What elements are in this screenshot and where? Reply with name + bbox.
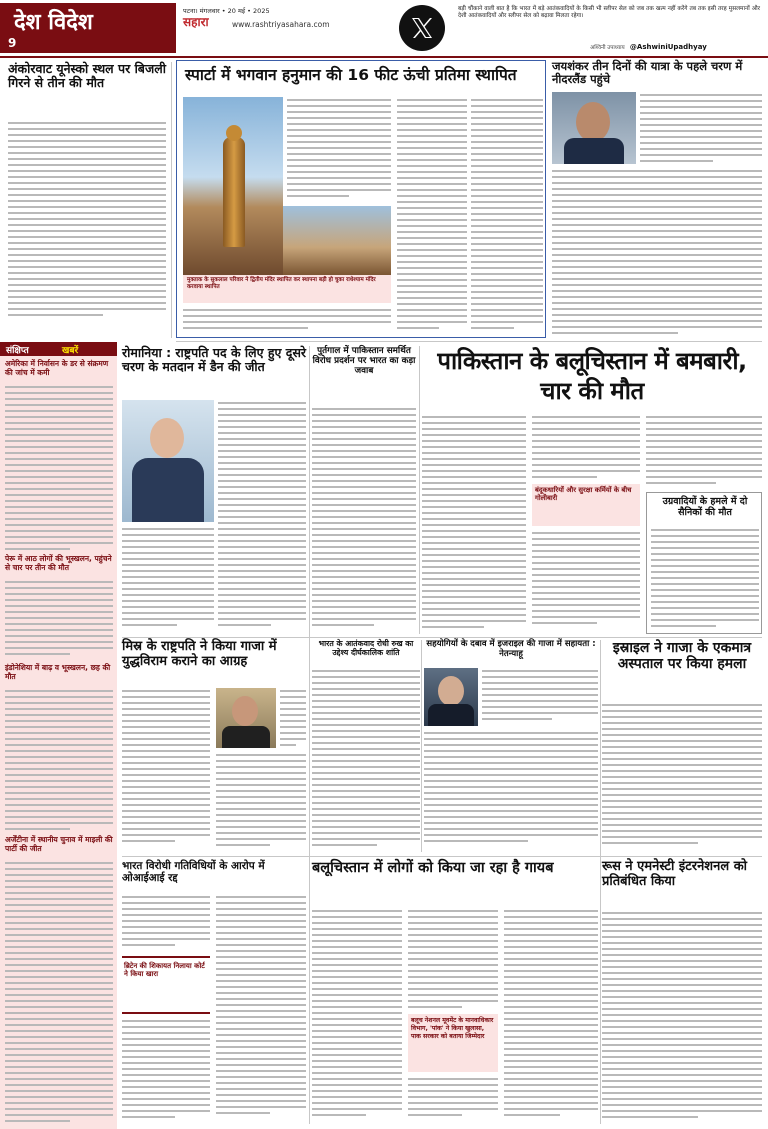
brief-item <box>5 360 113 377</box>
headline: उग्रवादियों के हमले में दो सैनिकों की मौत <box>662 496 748 518</box>
photo-caption: मुक्ताक के सुकलाल परिवार ने द्वितीय मंदिर स्थापित कर स्थापना बड़ी हो चुका राधेश्याम मंदिर करवाया स्थापित <box>187 277 376 290</box>
text-line <box>5 1118 70 1124</box>
article-body <box>422 414 526 630</box>
sidebar-title: संक्षिप्त <box>6 346 29 356</box>
article-body <box>122 526 214 628</box>
sidebar-briefs <box>0 342 117 1129</box>
text-line <box>482 716 552 722</box>
brief-head: अमेरिका में निर्वासन के डर से संक्रमण की जांच में कमी <box>5 359 109 377</box>
text-line <box>397 325 439 331</box>
text-line <box>640 158 713 164</box>
masthead <box>0 0 768 56</box>
text-line <box>122 622 177 628</box>
story-balochistan-bombing <box>422 346 762 634</box>
callout-text: बलूच नेशनल मूवमेंट के मानवाधिकार विभाग, 'पांक' ने किया खुलासा, पाक सरकार को बताया जिम्मेदार <box>411 1017 494 1040</box>
text-line <box>651 623 716 629</box>
text-line <box>216 1110 270 1116</box>
callout-box <box>408 1014 498 1072</box>
text-line <box>122 942 175 948</box>
article-body-col3 <box>471 97 543 333</box>
column-rule <box>171 62 172 338</box>
headline: रोमानिया : राष्ट्रपति पद के लिए हुए दूसरे चरण के मतदान में डैन की जीत <box>122 345 307 375</box>
text-line <box>5 546 70 552</box>
column-rule <box>419 346 420 634</box>
headline: पाकिस्तान के बलूचिस्तान में बमबारी, चार की मौत <box>437 347 747 405</box>
headline: अंकोरवाट यूनेस्को स्थल पर बिजली गिरने से तीन की मौत <box>8 61 166 91</box>
brief-item <box>5 664 113 681</box>
brief-head: इंडोनेशिया में बाढ़ व भूस्खलन, छह की मौत <box>5 663 111 681</box>
hanuman-statue-photo <box>183 97 283 275</box>
column-rule <box>600 640 601 1124</box>
row-rule <box>122 856 762 857</box>
headline: भारत के आतंकवाद रोधी रुख का उद्देश्य दीर्घकालिक शांति <box>318 639 414 657</box>
nicusor-dan-photo <box>122 400 214 522</box>
text-line <box>5 651 70 657</box>
headline: भारत विरोधी गतिविधियों के आरोप में ओआईआई रद्द <box>122 860 265 885</box>
text-line <box>8 312 103 318</box>
section-banner <box>0 3 176 53</box>
pull-quote <box>532 484 640 526</box>
article-body <box>312 406 416 630</box>
headline: रूस ने एमनेस्टी इंटरनेशनल को प्रतिबंधित किया <box>602 859 748 889</box>
masthead-rule <box>0 56 768 58</box>
x-logo-icon <box>399 5 445 51</box>
brand-logo: सहारा <box>183 15 209 29</box>
section-title: देश विदेश <box>14 10 93 35</box>
text-line <box>471 325 514 331</box>
text-line <box>122 1114 175 1120</box>
text-line <box>287 193 349 199</box>
headline: स्पार्टा में भगवान हनुमान की 16 फीट ऊंची प्रतिमा स्थापित <box>185 66 517 84</box>
twitter-handle: @AshwiniUpadhyay <box>629 43 707 51</box>
story-romania <box>122 346 306 634</box>
article-body-col1 <box>287 97 391 203</box>
article-body <box>532 414 640 482</box>
story-india-leader <box>312 640 420 852</box>
text-line <box>183 325 308 331</box>
story-egypt <box>122 640 306 852</box>
column-rule <box>421 640 422 852</box>
article-body <box>216 894 306 1120</box>
dateline: पटना। मंगलवार • 20 मई • 2025 <box>183 7 270 15</box>
text-line <box>532 474 597 480</box>
pull-quote <box>122 956 210 1014</box>
column-rule <box>309 346 310 1124</box>
article-body <box>552 168 762 336</box>
headline: सहयोगियों के दबाव में इजराइल की गाजा में सहायता : नेतन्याहू <box>426 639 596 659</box>
article-body <box>312 908 402 1120</box>
story-jaishankar <box>552 60 762 338</box>
page-number: 9 <box>8 36 17 50</box>
text-line <box>646 480 716 486</box>
brief-body <box>5 384 113 552</box>
pull-quote-text: बंदूकधारियों और सुरक्षा कर्मियों के बीच गोलीबारी <box>535 486 632 502</box>
brief-item <box>5 555 113 572</box>
text-line <box>5 826 70 832</box>
headline: पुर्तगाल में पाकिस्तान समर्थित विरोध प्रदर्शन पर भारत का कड़ा जवाब <box>312 346 416 377</box>
story-hanuman <box>176 60 546 338</box>
text-line <box>602 1114 698 1120</box>
text-line <box>280 742 296 748</box>
text-line <box>216 842 270 848</box>
article-body <box>312 668 420 848</box>
brief-body <box>5 860 113 1124</box>
article-body <box>504 908 598 1120</box>
text-line <box>312 622 374 628</box>
tweet-attribution <box>590 43 707 51</box>
story-netanyahu <box>424 640 598 852</box>
story-amnesty <box>602 860 762 1124</box>
brief-head: अर्जेंटीना में स्थानीय चुनाव में माइली की पार्टी की जीत <box>5 835 113 853</box>
row-rule <box>176 341 762 342</box>
article-body <box>216 752 306 848</box>
text-line <box>552 330 678 336</box>
author-name: अश्विनी उपाध्याय <box>590 45 625 51</box>
statue-head <box>226 125 242 141</box>
website-url: www.rashtriyasahara.com <box>232 20 330 29</box>
article-body <box>122 894 210 952</box>
article-body <box>8 120 166 320</box>
story-soldiers-attack <box>646 492 762 634</box>
text-line <box>408 1004 462 1010</box>
jaishankar-photo <box>552 92 636 164</box>
article-body <box>408 908 498 1010</box>
article-body-col2 <box>397 97 467 333</box>
story-oic <box>122 860 306 1124</box>
article-body-top <box>640 92 762 164</box>
text-line <box>532 620 597 626</box>
text-line <box>504 1112 560 1118</box>
text-line <box>122 838 175 844</box>
photo-caption-box <box>183 275 391 303</box>
statue <box>223 137 245 247</box>
brief-body <box>5 579 113 661</box>
article-body <box>122 1018 210 1120</box>
article-body <box>602 910 762 1120</box>
story-angkor <box>8 62 166 324</box>
article-body <box>218 400 306 628</box>
netanyahu-photo <box>424 668 478 726</box>
text-line <box>312 842 377 848</box>
sidebar-header <box>0 342 117 356</box>
article-body <box>646 414 762 490</box>
article-body <box>602 702 762 848</box>
statue-detail-photo <box>283 206 391 275</box>
story-balochistan-missing <box>312 860 598 1124</box>
brief-item <box>5 836 113 853</box>
article-body <box>424 730 598 848</box>
text-line <box>602 840 698 846</box>
article-body <box>280 688 306 748</box>
brief-head: पेरू में आठ लोगों की भूस्खलन, पहुंचने से चार पर तीन की मौत <box>5 554 112 572</box>
story-portugal <box>312 346 416 634</box>
brief-body <box>5 688 113 834</box>
text-line <box>422 624 484 630</box>
text-line <box>408 1112 462 1118</box>
sidebar-title-2: खबरें <box>62 346 79 356</box>
article-body <box>651 527 759 631</box>
article-body <box>482 668 598 726</box>
pull-quote-text: ब्रिटेन की शिकायत निलाया कोर्ट ने किया खारा <box>124 962 205 979</box>
article-body <box>408 1076 498 1120</box>
sisi-photo <box>216 688 276 748</box>
article-body <box>122 688 210 848</box>
tweet-quote: बड़ी चौंकाने वाली बात है कि भारत में बड़े आतंकवादियों के किसी भी स्लीपर सेल को जब तक खत्म नहीं करेंगे तब तक इसी तरह मुसलमानों और देशी आतंकवादियों और स्लीपर सेल को बढ़ावा मिलता रहेगा। <box>458 6 760 20</box>
headline: मिस्र के राष्ट्रपति ने किया गाजा में युद्धविराम कराने का आग्रह <box>122 639 277 669</box>
headline: बलूचिस्तान में लोगों को किया जा रहा है गायब <box>312 860 554 876</box>
headline: इस्राइल ने गाजा के एकमात्र अस्पताल पर किया हमला <box>612 640 752 673</box>
text-line <box>424 838 528 844</box>
text-line <box>218 622 271 628</box>
row-rule <box>122 637 762 638</box>
story-israel-hospital <box>602 640 762 852</box>
text-line <box>312 1112 366 1118</box>
article-body <box>532 530 640 630</box>
headline: जयशंकर तीन दिनों की यात्रा के पहले चरण में नीदरलैंड पहुंचे <box>552 59 743 87</box>
article-body-col4 <box>183 307 391 333</box>
